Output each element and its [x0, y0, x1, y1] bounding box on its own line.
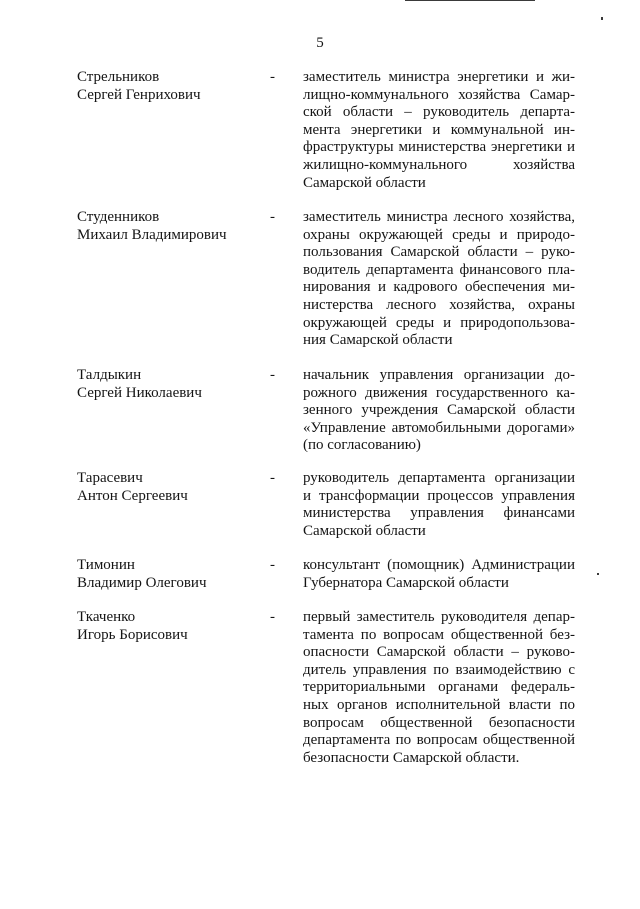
person-name	[77, 367, 267, 402]
position-description: начальник управления организации дорожного движения государственного казенного учреждения Самарской области «Управление автомобильными дорогами» (по согласованию)	[303, 367, 575, 454]
given-names: Михаил Владимирович	[77, 226, 227, 243]
separator-dash: -	[270, 470, 275, 486]
scan-speck-right-edge	[597, 573, 599, 575]
person-name	[77, 557, 267, 592]
separator-dash: -	[270, 609, 275, 625]
person-name	[77, 209, 267, 244]
position-description: первый заместитель руководителя департамента по вопросам общественной безопасности Самарской области – руководитель управления по взаимодействию с территориальными органами федеральных органов исполнительной власти по вопросам общественной безопасности департамента по вопросам общественной безопасности Самарской области.	[303, 609, 575, 766]
scan-line-top	[405, 0, 535, 1]
surname: Студенников	[77, 209, 160, 225]
given-names: Антон Сергеевич	[77, 487, 188, 504]
given-names: Владимир Олегович	[77, 574, 207, 591]
position-description: консультант (помощник) Администрации Губернатора Самарской области	[303, 557, 575, 591]
given-names: Игорь Борисович	[77, 626, 188, 643]
separator-dash: -	[270, 367, 275, 383]
surname: Ткаченко	[77, 609, 136, 625]
separator-dash: -	[270, 557, 275, 573]
scan-speck-top-right	[601, 17, 603, 20]
separator-dash: -	[270, 69, 275, 85]
person-name	[77, 69, 267, 104]
surname: Тимонин	[77, 557, 135, 573]
person-name	[77, 609, 267, 644]
surname: Тарасевич	[77, 470, 143, 486]
surname: Стрельников	[77, 69, 160, 85]
given-names: Сергей Николаевич	[77, 384, 202, 401]
separator-dash: -	[270, 209, 275, 225]
person-name	[77, 470, 267, 505]
position-description: заместитель министра энергетики и жилищно-коммунального хозяйства Самарской области – руководитель департамента энергетики и коммунальной инфраструктуры министерства энергетики и жилищно-коммунального хозяйства Самарской области	[303, 69, 575, 191]
given-names: Сергей Генрихович	[77, 86, 201, 103]
position-description: руководитель департамента организации и трансформации процессов управления министерства управления финансами Самарской области	[303, 470, 575, 539]
page-number: 5	[316, 35, 324, 51]
position-description: заместитель министра лесного хозяйства, охраны окружающей среды и природопользования Самарской области – руководитель департамента финансового планирования и кадрового обеспечения министерства лесного хозяйства, охраны окружающей среды и природопользования Самарской области	[303, 209, 575, 349]
surname: Талдыкин	[77, 367, 142, 383]
